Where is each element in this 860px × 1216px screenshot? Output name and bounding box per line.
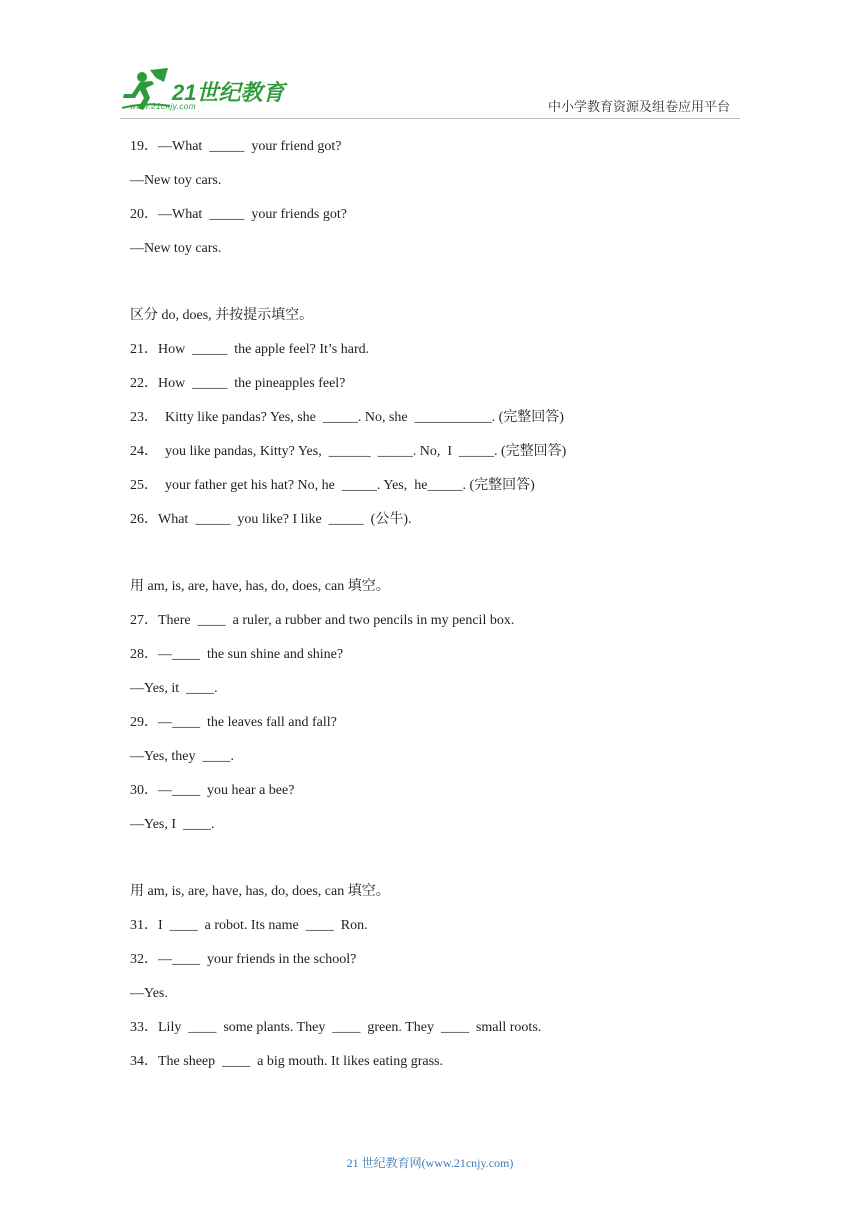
exercise-line: 23． Kitty like pandas? Yes, she _____. No, she ___________. (完整回答) bbox=[130, 410, 564, 425]
exercise-line: 30．—____ you hear a bee? bbox=[130, 783, 295, 798]
exercise-line: —New toy cars. bbox=[130, 241, 222, 256]
exercise-list bbox=[130, 137, 750, 1086]
page-footer: 21 世纪教育网(www.21cnjy.com) bbox=[346, 1156, 514, 1170]
exercise-line: 区分 do, does, 并按提示填空。 bbox=[130, 308, 314, 323]
exercise-line: 34．The sheep ____ a big mouth. It likes eating grass. bbox=[130, 1054, 443, 1069]
section-gap bbox=[130, 544, 750, 577]
exercise-line: —Yes, it ____. bbox=[130, 681, 218, 696]
exercise-line: 29．—____ the leaves fall and fall? bbox=[130, 715, 337, 730]
site-logo bbox=[120, 68, 290, 116]
exercise-line: 26．What _____ you like? I like _____ (公牛). bbox=[130, 512, 412, 527]
exercise-line: 32．—____ your friends in the school? bbox=[130, 952, 357, 967]
logo-wordmark: 21世纪教育 bbox=[172, 80, 285, 105]
section-gap bbox=[130, 273, 750, 306]
exercise-line: 28．—____ the sun shine and shine? bbox=[130, 647, 344, 662]
exercise-line: 25． your father get his hat? No, he _____. Yes, he_____. (完整回答) bbox=[130, 478, 535, 493]
exercise-line: 用 am, is, are, have, has, do, does, can 填空。 bbox=[130, 884, 390, 899]
exercise-line: 31．I ____ a robot. Its name ____ Ron. bbox=[130, 918, 368, 933]
exercise-line: 21．How _____ the apple feel? It’s hard. bbox=[130, 342, 370, 357]
exercise-line: 33．Lily ____ some plants. They ____ green. They ____ small roots. bbox=[130, 1020, 542, 1035]
header-divider bbox=[120, 118, 740, 119]
platform-title: 中小学教育资源及组卷应用平台 bbox=[547, 100, 730, 115]
exercise-line: —Yes, they ____. bbox=[130, 749, 234, 764]
exercise-line: —Yes, I ____. bbox=[130, 817, 215, 832]
logo-url: www.21cnjy.com bbox=[130, 102, 196, 111]
exercise-line: 24． you like pandas, Kitty? Yes, ______ _____. No, I _____. (完整回答) bbox=[130, 444, 567, 459]
exercise-line: 20．—What _____ your friends got? bbox=[130, 207, 347, 222]
section-gap bbox=[130, 849, 750, 882]
exercise-line: —Yes. bbox=[130, 986, 168, 1001]
exercise-line: 27．There ____ a ruler, a rubber and two pencils in my pencil box. bbox=[130, 613, 515, 628]
exercise-line: —New toy cars. bbox=[130, 173, 222, 188]
exercise-line: 22．How _____ the pineapples feel? bbox=[130, 376, 346, 391]
page-header bbox=[0, 0, 860, 120]
exercise-line: 用 am, is, are, have, has, do, does, can 填空。 bbox=[130, 579, 390, 594]
exercise-line: 19．—What _____ your friend got? bbox=[130, 139, 342, 154]
